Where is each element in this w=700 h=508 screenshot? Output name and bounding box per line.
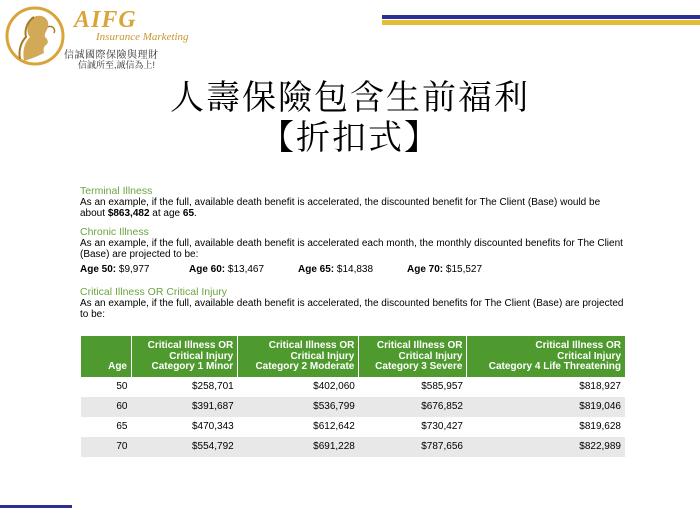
terminal-amount: $863,482 [107, 208, 150, 219]
table-cell: $258,701 [191, 381, 234, 392]
terminal-text-before: As an example, if the full, available death benefit is accelerated, the discounted benefit for The Client (Base) would be about [80, 197, 601, 219]
header-line: Critical Injury [398, 350, 463, 362]
table-header-age [81, 336, 132, 377]
table-cell: $585,957 [421, 381, 463, 392]
table-row [81, 397, 625, 417]
table-cell: $819,046 [467, 397, 625, 417]
table-row [81, 377, 625, 397]
terminal-illness-section [80, 186, 625, 219]
table-cell: $554,792 [132, 437, 238, 457]
benefits-content [80, 186, 625, 320]
header-line: Category 2 Moderate [255, 361, 355, 372]
chronic-age-item [80, 264, 189, 275]
age-label: Age 50: [80, 264, 117, 275]
header-line: Category 3 Severe [375, 361, 463, 372]
table-cell: $730,427 [421, 421, 463, 432]
critical-illness-text: As an example, if the full, available death benefit is accelerated, the discounted benefits for The Client (Base) are projected to be: [80, 298, 624, 320]
navy-divider-bar [382, 15, 700, 19]
terminal-age: 65 [182, 208, 195, 219]
logo-slogan: 信誠所至,誠信為上! [78, 60, 156, 70]
chronic-age-values [80, 264, 625, 275]
age-value: $13,467 [225, 264, 265, 275]
terminal-text-mid: at age [149, 208, 183, 219]
table-cell: $470,343 [191, 421, 234, 432]
logo-name: AIFG [74, 7, 137, 33]
age-label: Age 60: [189, 264, 226, 275]
header-line: Age [108, 361, 127, 372]
header-line: Critical Injury [169, 350, 234, 362]
age-value: $15,527 [443, 264, 483, 275]
table-cell: $822,989 [467, 437, 625, 457]
page-title: 人壽保險包含生前福利 [170, 78, 530, 118]
logo-subtitle: Insurance Marketing [96, 31, 189, 43]
table-cell: $402,060 [313, 381, 355, 392]
age-label: Age 70: [407, 264, 444, 275]
terminal-text-end: . [194, 208, 197, 219]
table-cell: $536,799 [238, 397, 359, 417]
header-line: Critical Injury [290, 350, 355, 362]
age-value: $14,838 [334, 264, 374, 275]
header-line: Category 1 Minor [151, 361, 234, 372]
header-line: Critical Illness OR [376, 340, 463, 351]
table-row [81, 417, 625, 437]
table-cell: $676,852 [359, 397, 467, 417]
chronic-age-item [189, 264, 298, 275]
table-cell: $391,687 [132, 397, 238, 417]
table-header-category-3 [359, 336, 467, 377]
header-line: Critical Illness OR [147, 340, 234, 351]
header-line: Critical Illness OR [535, 340, 621, 351]
header-line: Category 4 Life Threatening [488, 361, 621, 372]
table-header-category-1 [132, 336, 238, 377]
logo-chinese-name: 信誠國際保險與理財 [64, 50, 159, 61]
header-line: Critical Injury [557, 350, 621, 362]
gold-divider-bar [382, 20, 700, 25]
table-cell: $818,927 [579, 381, 621, 392]
table-cell: $819,628 [579, 421, 621, 432]
age-label: Age 65: [298, 264, 335, 275]
woman-profile-logo-icon [4, 3, 66, 69]
table-header-category-4 [467, 336, 625, 377]
critical-illness-heading: Critical Illness OR Critical Injury [80, 286, 228, 298]
terminal-illness-text [80, 197, 625, 219]
table-header-row [81, 336, 625, 377]
chronic-illness-section [80, 227, 625, 275]
critical-illness-section [80, 287, 625, 320]
critical-illness-table [81, 336, 625, 457]
table-cell-age: 70 [81, 437, 132, 457]
header-line: Critical Illness OR [268, 340, 355, 351]
chronic-age-item [407, 264, 516, 275]
table-row [81, 437, 625, 457]
table-cell-age: 60 [81, 397, 132, 417]
terminal-illness-heading: Terminal Illness [80, 185, 153, 197]
page-subtitle: 【折扣式】 [260, 118, 440, 158]
table-cell-age: 50 [116, 381, 128, 392]
age-value: $9,977 [116, 264, 150, 275]
chronic-illness-heading: Chronic Illness [80, 226, 149, 238]
table-cell: $691,228 [238, 437, 359, 457]
table-cell: $612,642 [313, 421, 355, 432]
chronic-age-item [298, 264, 407, 275]
table-header-category-2 [238, 336, 359, 377]
chronic-illness-text: As an example, if the full, available death benefit is accelerated each month, the monthly discounted benefits for The Client (Base) are projected to be: [80, 238, 623, 260]
table-cell: $787,656 [359, 437, 467, 457]
company-logo [4, 3, 204, 73]
table-cell-age: 65 [116, 421, 128, 432]
